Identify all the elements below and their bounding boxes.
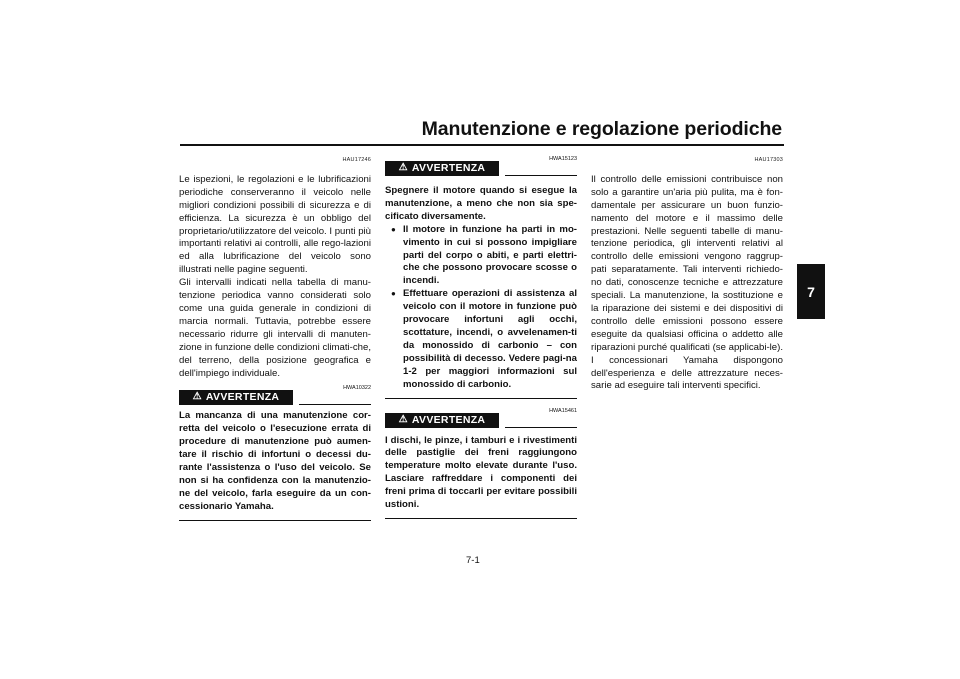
warning-badge bbox=[385, 413, 499, 428]
warning-rule bbox=[299, 404, 371, 405]
warning-bullet-list bbox=[385, 224, 577, 392]
warning-rule bbox=[505, 427, 577, 428]
warning-badge bbox=[385, 161, 499, 176]
warning-rule bbox=[505, 175, 577, 176]
paragraph-emissions: Il controllo delle emissioni contribuisce non solo a garantire un'aria più pulita, ma è fon-damentale per assicurare un buon funzio-namento del motore e il massimo delle prestazioni. Nelle seguenti tabelle di manu-tenzione periodica, gli interventi relativi al controllo delle emissioni vengono raggrup-pati separatamente. Tali interventi richiedo-no dati, conoscenze tecniche e attrezzature speciali. La manutenzione, la sostituzione e la riparazione dei sistemi e dei dispositivi di controllo delle emissioni possono essere eseguite da qualsiasi officina o addetto alle riparazioni purché qualificati (se applicabi-le). I concessionari Yamaha dispongono dell'esperienza e delle attrezzature neces-sarie ad eseguire tali interventi specifici. bbox=[591, 173, 783, 392]
warning-code: HWA15123 bbox=[549, 156, 577, 162]
warning-triangle-icon: ⚠ bbox=[398, 413, 408, 425]
warning-code: HWA10322 bbox=[343, 385, 371, 392]
chapter-tab: 7 bbox=[797, 264, 825, 319]
section-code: HAU17303 bbox=[754, 157, 783, 163]
warning-label: AVVERTENZA bbox=[205, 391, 280, 404]
page-title: Manutenzione e regolazione periodiche bbox=[421, 118, 782, 140]
warning-triangle-icon: ⚠ bbox=[398, 162, 408, 174]
warning-label: AVVERTENZA bbox=[411, 413, 486, 426]
warning-intro: Spegnere il motore quando si esegue la manutenzione, a meno che non sia spe-cificato diversamente. bbox=[385, 185, 577, 222]
warning-text: I dischi, le pinze, i tamburi e i rivestimenti delle pastiglie dei freni raggiungono temperature molto elevate durante l'uso. Lasciare raffreddare i componenti dei freni prima di toccarli per evitare possibili ustioni. bbox=[385, 434, 577, 511]
list-item: ● Effettuare operazioni di assistenza al veicolo con il motore in funzione può provocare infortuni agli occhi, scottature, incendi, o avvelenamen-ti da monossido di carbonio – con possibilità di decesso. Vedere pagi-na 1-2 per maggiori informazioni sul monossido di carbonio. bbox=[385, 288, 577, 391]
warning-end-rule bbox=[179, 520, 371, 521]
list-item: ● Il motore in funzione ha parti in mo-vimento in cui si possono impigliare parti del corpo o abiti, e parti elettri-che che possono provocare scosse o incendi. bbox=[385, 224, 577, 289]
page-number: 7-1 bbox=[466, 555, 480, 566]
header-rule bbox=[180, 144, 784, 146]
column-3 bbox=[591, 154, 783, 393]
warning-header bbox=[385, 156, 577, 179]
warning-badge bbox=[179, 390, 293, 405]
column-1 bbox=[179, 154, 371, 521]
warning-text: La mancanza di una manutenzione cor-retta del veicolo o l'esecuzione errata di procedure di manutenzione può aumen-tare il rischio di infortuni o decessi du-rante l'assistenza o l'uso del veicolo. Se non si ha confidenza con la manutenzio-ne del veicolo, farla eseguire da un con-cessionario Yamaha. bbox=[179, 410, 371, 512]
warning-code: HWA15461 bbox=[549, 407, 577, 414]
section-code: HAU17246 bbox=[342, 157, 371, 163]
warning-end-rule bbox=[385, 518, 577, 519]
warning-end-rule bbox=[385, 398, 577, 399]
warning-triangle-icon: ⚠ bbox=[192, 391, 202, 403]
paragraph-intervals: Gli intervalli indicati nella tabella di manu-tenzione periodica vanno considerati solo come una guida generale in condizioni di marcia normali. Tuttavia, potrebbe essere necessario ridurre gli intervalli di manuten-zione in funzione delle condizioni climati-che, del terreno, della posizione geografica e dell'impiego individuale. bbox=[179, 277, 371, 379]
paragraph-intro: Le ispezioni, le regolazioni e le lubrificazioni periodiche conserveranno il veicolo nelle migliori condizioni possibili di sicurezza e di efficienza. La sicurezza è un obbligo del proprietario/utilizzatore del veicolo. I punti più importanti relativi ai controlli, alle rego-lazioni ed alla lubrificazione del veicolo sono illustrati nelle pagine seguenti. bbox=[179, 173, 371, 276]
warning-header bbox=[385, 407, 577, 431]
warning-label: AVVERTENZA bbox=[411, 162, 486, 175]
warning-header bbox=[179, 385, 371, 408]
column-2 bbox=[385, 154, 577, 519]
